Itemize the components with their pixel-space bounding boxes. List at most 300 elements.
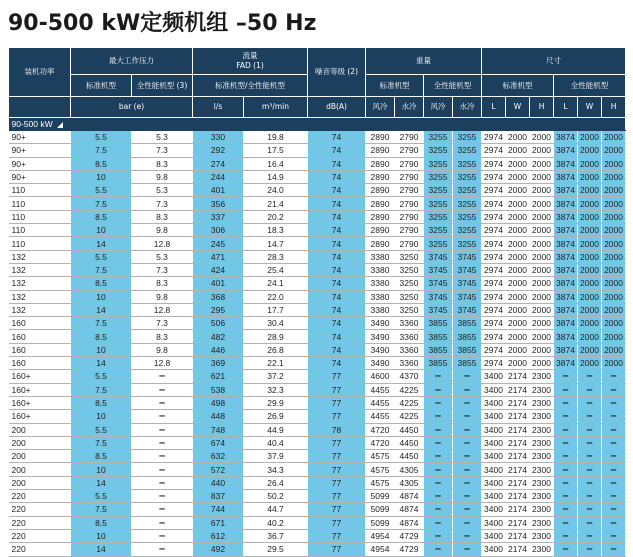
table-cell: 7.5	[71, 144, 132, 157]
table-cell: –	[424, 396, 453, 409]
table-cell: 40.2	[244, 516, 308, 529]
table-cell: 3380	[366, 263, 395, 276]
table-cell: 2974	[482, 157, 506, 170]
table-cell: 90+	[9, 170, 71, 183]
table-cell: –	[578, 476, 602, 489]
table-cell: –	[453, 383, 482, 396]
table-cell: 77	[308, 516, 366, 529]
header-dims-fullfeature: 全性能机型	[554, 75, 626, 97]
table-cell: –	[578, 436, 602, 449]
table-cell: 572	[193, 463, 244, 476]
table-cell: 90+	[9, 131, 71, 144]
spec-table	[8, 47, 626, 557]
table-cell: 90+	[9, 157, 71, 170]
table-cell: 3400	[482, 490, 506, 503]
table-cell: 200	[9, 476, 71, 489]
table-cell: 4575	[366, 450, 395, 463]
table-cell: 4720	[366, 436, 395, 449]
table-cell: –	[424, 423, 453, 436]
header-pressure: 最大工作压力	[71, 48, 193, 75]
table-row	[9, 463, 626, 476]
table-cell: 2300	[530, 529, 554, 542]
table-cell: 3255	[453, 184, 482, 197]
table-cell: –	[578, 423, 602, 436]
table-cell: 3255	[424, 237, 453, 250]
unit-length: L	[482, 97, 506, 118]
table-cell: 2300	[530, 543, 554, 556]
table-row	[9, 490, 626, 503]
table-cell: 74	[308, 197, 366, 210]
table-cell: 2000	[530, 330, 554, 343]
table-cell: 10	[71, 410, 132, 423]
table-row	[9, 170, 626, 183]
table-cell: 3255	[424, 197, 453, 210]
table-cell: 132	[9, 250, 71, 263]
table-cell: 14	[71, 357, 132, 370]
table-cell: 2000	[506, 184, 530, 197]
table-cell: –	[578, 543, 602, 556]
table-cell: 306	[193, 224, 244, 237]
table-cell: 3874	[554, 131, 578, 144]
unit-height-2: H	[602, 97, 626, 118]
table-cell: 2000	[506, 263, 530, 276]
table-cell: 77	[308, 450, 366, 463]
table-cell: 2000	[506, 237, 530, 250]
table-cell: 3874	[554, 157, 578, 170]
table-cell: 2000	[506, 330, 530, 343]
table-cell: 2000	[506, 277, 530, 290]
table-cell: 74	[308, 317, 366, 330]
table-cell: 4455	[366, 410, 395, 423]
table-cell: 200	[9, 463, 71, 476]
table-cell: 9.8	[132, 170, 193, 183]
table-cell: 2000	[506, 210, 530, 223]
table-cell: 3400	[482, 450, 506, 463]
table-cell: 132	[9, 277, 71, 290]
table-cell: 2000	[530, 290, 554, 303]
table-cell: –	[602, 543, 626, 556]
table-cell: 3255	[424, 144, 453, 157]
table-cell: 2000	[602, 224, 626, 237]
table-row	[9, 290, 626, 303]
table-cell: 2000	[530, 210, 554, 223]
table-cell: 4455	[366, 396, 395, 409]
table-cell: –	[132, 370, 193, 383]
table-row	[9, 144, 626, 157]
table-cell: –	[424, 516, 453, 529]
table-cell: 77	[308, 410, 366, 423]
table-cell: 74	[308, 157, 366, 170]
table-cell: 160+	[9, 370, 71, 383]
table-cell: 7.3	[132, 317, 193, 330]
table-cell: 7.5	[71, 263, 132, 276]
table-cell: 74	[308, 184, 366, 197]
table-cell: –	[578, 383, 602, 396]
table-row	[9, 131, 626, 144]
table-cell: –	[554, 529, 578, 542]
table-cell: 2300	[530, 410, 554, 423]
table-cell: 2890	[366, 144, 395, 157]
table-cell: 22.0	[244, 290, 308, 303]
table-cell: –	[132, 490, 193, 503]
table-cell: 2174	[506, 383, 530, 396]
table-row	[9, 197, 626, 210]
table-cell: 3855	[424, 357, 453, 370]
table-cell: 220	[9, 503, 71, 516]
table-cell: 3400	[482, 503, 506, 516]
table-cell: 3400	[482, 463, 506, 476]
table-cell: –	[578, 529, 602, 542]
table-cell: 77	[308, 370, 366, 383]
table-cell: 498	[193, 396, 244, 409]
table-cell: –	[424, 436, 453, 449]
table-cell: 3874	[554, 330, 578, 343]
table-cell: 3255	[453, 197, 482, 210]
table-cell: 2790	[395, 224, 424, 237]
table-cell: 8.3	[132, 277, 193, 290]
table-cell: 2974	[482, 263, 506, 276]
header-weight-standard: 标准机型	[366, 75, 424, 97]
table-row	[9, 263, 626, 276]
table-cell: 4575	[366, 463, 395, 476]
header-power: 装机功率	[9, 48, 71, 97]
table-cell: –	[602, 529, 626, 542]
table-cell: 10	[71, 463, 132, 476]
table-cell: 2974	[482, 237, 506, 250]
table-cell: –	[424, 450, 453, 463]
table-cell: –	[554, 543, 578, 556]
table-cell: 20.2	[244, 210, 308, 223]
table-cell: 28.9	[244, 330, 308, 343]
table-cell: 220	[9, 529, 71, 542]
table-cell: 3400	[482, 476, 506, 489]
table-cell: 220	[9, 543, 71, 556]
table-cell: 3255	[424, 184, 453, 197]
table-row	[9, 184, 626, 197]
table-cell: 2790	[395, 197, 424, 210]
table-cell: 2000	[602, 263, 626, 276]
table-cell: 2000	[506, 290, 530, 303]
table-cell: 40.4	[244, 436, 308, 449]
table-cell: –	[453, 370, 482, 383]
table-cell: 4450	[395, 450, 424, 463]
table-cell: 2974	[482, 290, 506, 303]
table-cell: 74	[308, 357, 366, 370]
table-cell: 10	[71, 343, 132, 356]
table-cell: 3360	[395, 330, 424, 343]
table-cell: –	[453, 396, 482, 409]
table-cell: 2974	[482, 131, 506, 144]
table-cell: –	[554, 370, 578, 383]
table-cell: 4729	[395, 543, 424, 556]
table-cell: 90+	[9, 144, 71, 157]
table-row	[9, 303, 626, 316]
table-cell: 2174	[506, 503, 530, 516]
table-cell: 292	[193, 144, 244, 157]
table-cell: –	[132, 529, 193, 542]
table-cell: –	[602, 463, 626, 476]
table-cell: 160	[9, 330, 71, 343]
table-cell: 2174	[506, 436, 530, 449]
table-cell: 2890	[366, 184, 395, 197]
table-cell: 3255	[453, 237, 482, 250]
table-cell: 2890	[366, 131, 395, 144]
table-cell: 2174	[506, 423, 530, 436]
header-flow-sub: 标准机型/全性能机型	[193, 75, 308, 97]
table-cell: 3250	[395, 277, 424, 290]
table-cell: 4954	[366, 543, 395, 556]
table-cell: 4225	[395, 396, 424, 409]
table-row	[9, 450, 626, 463]
table-cell: 3874	[554, 144, 578, 157]
table-cell: 7.3	[132, 263, 193, 276]
table-cell: 29.9	[244, 396, 308, 409]
table-cell: –	[132, 503, 193, 516]
table-cell: 3400	[482, 436, 506, 449]
table-cell: 3250	[395, 303, 424, 316]
table-cell: 7.5	[71, 197, 132, 210]
unit-m3min: m³/min	[244, 97, 308, 118]
table-cell: 2000	[602, 277, 626, 290]
table-cell: 295	[193, 303, 244, 316]
table-cell: 2890	[366, 224, 395, 237]
table-cell: 3874	[554, 197, 578, 210]
table-cell: 8.5	[71, 157, 132, 170]
table-cell: –	[602, 476, 626, 489]
table-cell: 8.5	[71, 396, 132, 409]
table-row	[9, 516, 626, 529]
table-cell: 2000	[602, 250, 626, 263]
header-dimensions: 尺寸	[482, 48, 626, 75]
table-row	[9, 237, 626, 250]
table-cell: –	[578, 463, 602, 476]
table-cell: 2300	[530, 396, 554, 409]
table-cell: 77	[308, 463, 366, 476]
table-cell: –	[424, 370, 453, 383]
table-cell: –	[453, 476, 482, 489]
table-cell: 18.3	[244, 224, 308, 237]
table-cell: 3250	[395, 250, 424, 263]
table-cell: –	[453, 423, 482, 436]
table-cell: –	[578, 450, 602, 463]
table-cell: 5.3	[132, 250, 193, 263]
table-cell: 3745	[453, 303, 482, 316]
table-cell: 3855	[424, 343, 453, 356]
header-flow: 流量 FAD (1)	[193, 48, 308, 75]
table-cell: 3855	[453, 357, 482, 370]
table-cell: 2890	[366, 237, 395, 250]
table-cell: 2000	[602, 303, 626, 316]
table-cell: 14	[71, 543, 132, 556]
table-cell: –	[132, 463, 193, 476]
table-cell: 5099	[366, 516, 395, 529]
table-cell: 28.3	[244, 250, 308, 263]
table-cell: 32.3	[244, 383, 308, 396]
table-cell: 3380	[366, 277, 395, 290]
table-cell: 3874	[554, 237, 578, 250]
table-cell: 2974	[482, 317, 506, 330]
table-cell: –	[578, 370, 602, 383]
table-cell: 10	[71, 170, 132, 183]
table-cell: 2000	[602, 170, 626, 183]
unit-width: W	[506, 97, 530, 118]
table-cell: 3400	[482, 396, 506, 409]
table-cell: 3255	[424, 170, 453, 183]
table-cell: –	[453, 529, 482, 542]
table-cell: 8.5	[71, 516, 132, 529]
table-cell: 132	[9, 303, 71, 316]
table-cell: 8.5	[71, 277, 132, 290]
table-cell: 2790	[395, 184, 424, 197]
table-cell: 7.5	[71, 317, 132, 330]
table-row	[9, 423, 626, 436]
table-cell: 2174	[506, 476, 530, 489]
table-cell: –	[602, 450, 626, 463]
table-cell: 5.5	[71, 184, 132, 197]
table-cell: 2174	[506, 370, 530, 383]
table-cell: 2000	[602, 210, 626, 223]
table-row	[9, 543, 626, 556]
table-cell: 4874	[395, 516, 424, 529]
table-cell: 2000	[530, 303, 554, 316]
table-cell: 2000	[530, 184, 554, 197]
table-cell: 2174	[506, 450, 530, 463]
table-cell: 3400	[482, 410, 506, 423]
table-cell: 14.7	[244, 237, 308, 250]
table-cell: 44.9	[244, 423, 308, 436]
table-cell: 2000	[506, 144, 530, 157]
table-cell: 744	[193, 503, 244, 516]
table-cell: –	[602, 503, 626, 516]
table-cell: 3250	[395, 290, 424, 303]
table-row	[9, 396, 626, 409]
table-cell: 4450	[395, 436, 424, 449]
table-cell: 74	[308, 210, 366, 223]
table-cell: 74	[308, 303, 366, 316]
table-cell: –	[424, 529, 453, 542]
table-cell: 2000	[506, 317, 530, 330]
table-cell: 12.8	[132, 303, 193, 316]
unit-ls: l/s	[193, 97, 244, 118]
table-cell: 44.7	[244, 503, 308, 516]
table-cell: 337	[193, 210, 244, 223]
table-cell: 2974	[482, 210, 506, 223]
table-cell: 2000	[578, 224, 602, 237]
table-cell: 7.3	[132, 144, 193, 157]
table-cell: 77	[308, 396, 366, 409]
table-cell: 3360	[395, 317, 424, 330]
table-cell: 3855	[453, 343, 482, 356]
table-cell: 74	[308, 224, 366, 237]
table-cell: 26.8	[244, 343, 308, 356]
table-cell: 3360	[395, 357, 424, 370]
table-cell: 220	[9, 516, 71, 529]
table-cell: 5099	[366, 490, 395, 503]
table-cell: 2000	[602, 184, 626, 197]
table-cell: 837	[193, 490, 244, 503]
table-cell: 2790	[395, 144, 424, 157]
unit-length-2: L	[554, 97, 578, 118]
table-row	[9, 210, 626, 223]
table-cell: –	[554, 476, 578, 489]
table-cell: 3855	[424, 317, 453, 330]
unit-width-2: W	[578, 97, 602, 118]
table-cell: –	[453, 516, 482, 529]
table-cell: 3490	[366, 317, 395, 330]
table-cell: 356	[193, 197, 244, 210]
table-cell: 2000	[530, 197, 554, 210]
table-cell: 2974	[482, 277, 506, 290]
table-cell: 2000	[602, 144, 626, 157]
header-weight-fullfeature: 全性能机型	[424, 75, 482, 97]
table-cell: 3855	[453, 330, 482, 343]
table-cell: 14.9	[244, 170, 308, 183]
table-cell: –	[554, 503, 578, 516]
table-cell: 2000	[602, 317, 626, 330]
unit-water-cooled-2: 水冷	[453, 97, 482, 118]
table-cell: 14	[71, 476, 132, 489]
table-cell: 200	[9, 423, 71, 436]
table-cell: –	[578, 516, 602, 529]
table-cell: 3255	[453, 170, 482, 183]
table-cell: 74	[308, 277, 366, 290]
table-cell: 3745	[424, 303, 453, 316]
table-cell: –	[424, 503, 453, 516]
table-cell: 2000	[602, 330, 626, 343]
table-cell: –	[424, 410, 453, 423]
table-cell: 2000	[530, 224, 554, 237]
table-cell: 2790	[395, 210, 424, 223]
table-cell: 26.4	[244, 476, 308, 489]
table-cell: –	[132, 476, 193, 489]
table-cell: 200	[9, 436, 71, 449]
table-cell: –	[453, 436, 482, 449]
table-cell: 4370	[395, 370, 424, 383]
table-cell: 2000	[602, 237, 626, 250]
table-cell: 2300	[530, 423, 554, 436]
table-cell: 2000	[578, 210, 602, 223]
table-cell: 74	[308, 237, 366, 250]
table-cell: 4305	[395, 463, 424, 476]
table-cell: 3255	[424, 210, 453, 223]
table-cell: 2300	[530, 436, 554, 449]
table-cell: 2000	[506, 224, 530, 237]
table-cell: –	[453, 490, 482, 503]
table-cell: 3255	[424, 224, 453, 237]
table-cell: 74	[308, 343, 366, 356]
table-cell: –	[554, 463, 578, 476]
table-cell: 2300	[530, 516, 554, 529]
table-row	[9, 383, 626, 396]
table-cell: 74	[308, 330, 366, 343]
table-cell: 2000	[578, 170, 602, 183]
table-cell: 2174	[506, 529, 530, 542]
table-cell: 36.7	[244, 529, 308, 542]
table-cell: –	[602, 396, 626, 409]
table-cell: 16.4	[244, 157, 308, 170]
table-cell: 77	[308, 490, 366, 503]
table-row	[9, 317, 626, 330]
table-cell: 4225	[395, 383, 424, 396]
header-weight: 重量	[366, 48, 482, 75]
table-cell: 3874	[554, 357, 578, 370]
table-cell: –	[554, 410, 578, 423]
table-cell: 8.3	[132, 157, 193, 170]
table-cell: 2000	[506, 303, 530, 316]
table-cell: –	[578, 410, 602, 423]
table-cell: 160+	[9, 396, 71, 409]
table-cell: 2000	[578, 250, 602, 263]
